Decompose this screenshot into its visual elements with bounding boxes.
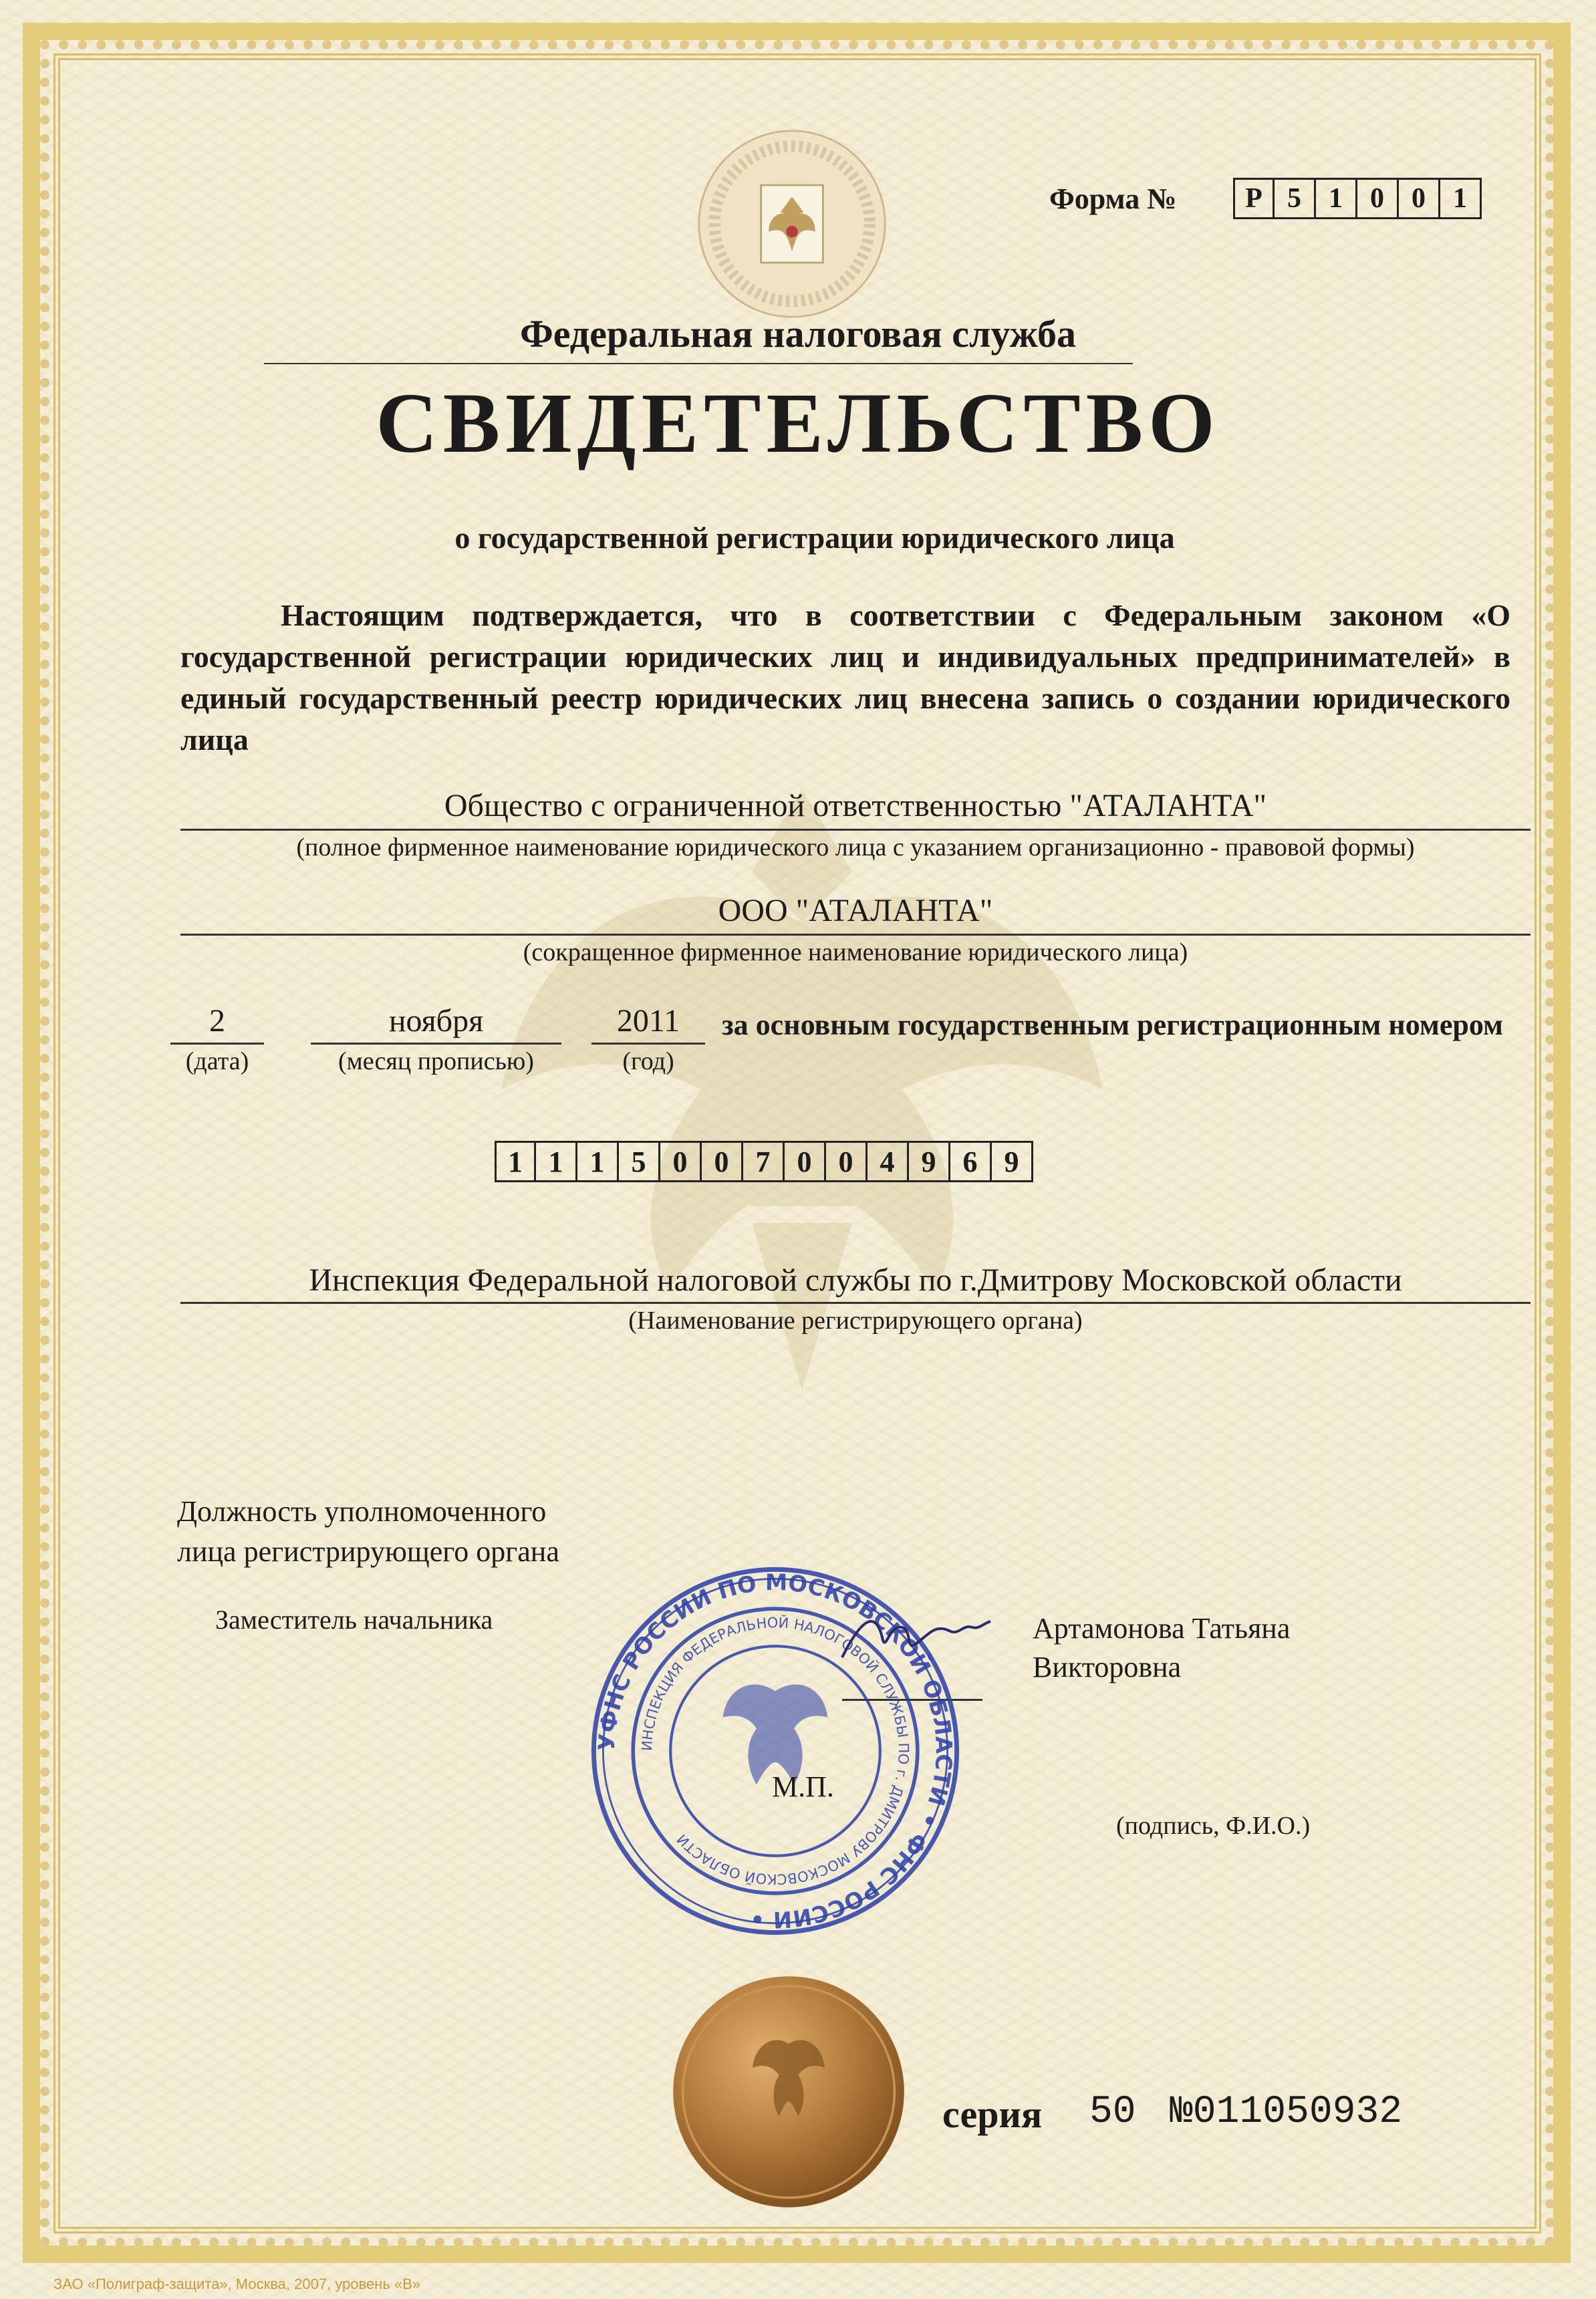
ogrn-digit: 1: [495, 1141, 536, 1182]
officer-position: Заместитель начальника: [215, 1605, 493, 1635]
ogrn-intro-text: за основным государственным регистрационным номером: [722, 1008, 1503, 1041]
ogrn-digit: 4: [868, 1141, 909, 1182]
full-company-name: Общество с ограниченной ответственностью "АТАЛАНТА": [444, 788, 1267, 823]
registration-day: 2: [209, 1003, 225, 1039]
ogrn-digit: 9: [992, 1141, 1033, 1182]
ogrn-number-boxes: [495, 1141, 1033, 1182]
ogrn-digit: 5: [619, 1141, 660, 1182]
ogrn-digit: 0: [660, 1141, 702, 1182]
form-code-digit: 0: [1399, 178, 1440, 219]
serial-label: серия: [942, 2092, 1043, 2136]
stamp-placeholder-mp: М.П.: [772, 1770, 834, 1803]
full-name-line: [180, 829, 1531, 831]
ogrn-digit: 7: [743, 1141, 785, 1182]
authority-caption: (Наименование регистрирующего органа): [628, 1307, 1083, 1335]
ogrn-digit: 0: [785, 1141, 826, 1182]
coat-of-arms-watermark-icon: [468, 722, 1136, 1457]
ogrn-digit: 6: [950, 1141, 992, 1182]
printer-footer: ЗАО «Полиграф-защита», Москва, 2007, уровень «В»: [53, 2276, 421, 2292]
ogrn-digit: 1: [536, 1141, 577, 1182]
form-code-digit: Р: [1233, 178, 1275, 219]
serial-number: №011050932: [1170, 2090, 1403, 2134]
position-heading-line: Должность уполномоченного: [177, 1495, 547, 1528]
registering-authority: Инспекция Федеральной налоговой службы по г.Дмитрову Московской области: [309, 1262, 1402, 1298]
authority-line: [180, 1302, 1531, 1304]
day-line: [170, 1043, 264, 1045]
registration-year: 2011: [616, 1003, 680, 1039]
certificate-subtitle: о государственной регистрации юридического лица: [454, 521, 1175, 555]
handwritten-signature-icon: [835, 1597, 996, 1677]
form-number-label: Форма №: [1049, 182, 1177, 215]
ogrn-digit: 0: [702, 1141, 743, 1182]
short-name-line: [180, 934, 1531, 936]
ogrn-digit: 0: [826, 1141, 868, 1182]
year-caption: (год): [622, 1047, 674, 1075]
form-code-digit: 0: [1357, 178, 1399, 219]
form-code-digit: 5: [1275, 178, 1316, 219]
registration-month: ноября: [388, 1003, 484, 1039]
ogrn-digit: 9: [909, 1141, 950, 1182]
intro-paragraph: Настоящим подтверждается, что в соответствии с Федеральным законом «О государственной регистрации юридических лиц и индивидуальных предпринимателей» в единый государственный реестр юридических лиц внесена запись о создании юридического лица: [180, 598, 1510, 757]
ogrn-digit: 1: [577, 1141, 619, 1182]
agency-name: Федеральная налоговая служба: [519, 312, 1077, 356]
form-code-digit: 1: [1440, 178, 1482, 219]
officer-name-line: Викторовна: [1033, 1651, 1182, 1683]
stamp-inner-text: ИНСПЕКЦИЯ ФЕДЕРАЛЬНОЙ НАЛОГОВОЙ СЛУЖБЫ ПО г. ДМИТРОВУ МОСКОВСКОЙ ОБЛАСТИ: [639, 1615, 912, 1887]
year-line: [591, 1043, 705, 1045]
state-emblem-icon: [695, 127, 889, 321]
short-company-name: ООО "АТАЛАНТА": [718, 893, 993, 928]
form-code-digit: 1: [1316, 178, 1357, 219]
signature-caption: (подпись, Ф.И.О.): [1116, 1812, 1311, 1840]
stamp-outer-text: УФНС РОССИИ ПО МОСКОВСКОЙ ОБЛАСТИ • ФНС РОССИИ •: [593, 1569, 958, 1933]
full-name-caption: (полное фирменное наименование юридического лица с указанием организационно - правовой формы): [296, 833, 1415, 861]
day-caption: (дата): [185, 1047, 249, 1075]
agency-underline: [264, 363, 1133, 364]
month-line: [311, 1043, 561, 1045]
officer-position-heading: [177, 1492, 559, 1572]
form-number-boxes: [1233, 178, 1482, 219]
month-caption: (месяц прописью): [338, 1047, 534, 1075]
serial-series: 50: [1089, 2090, 1136, 2134]
short-name-caption: (сокращенное фирменное наименование юридического лица): [523, 938, 1188, 966]
hologram-seal-icon: [668, 1972, 909, 2212]
position-heading-line: лица регистрирующего органа: [177, 1535, 559, 1568]
officer-name-line: Артамонова Татьяна: [1033, 1612, 1291, 1645]
officer-name: [1033, 1609, 1290, 1687]
certificate-title: СВИДЕТЕЛЬСТВО: [376, 376, 1220, 470]
